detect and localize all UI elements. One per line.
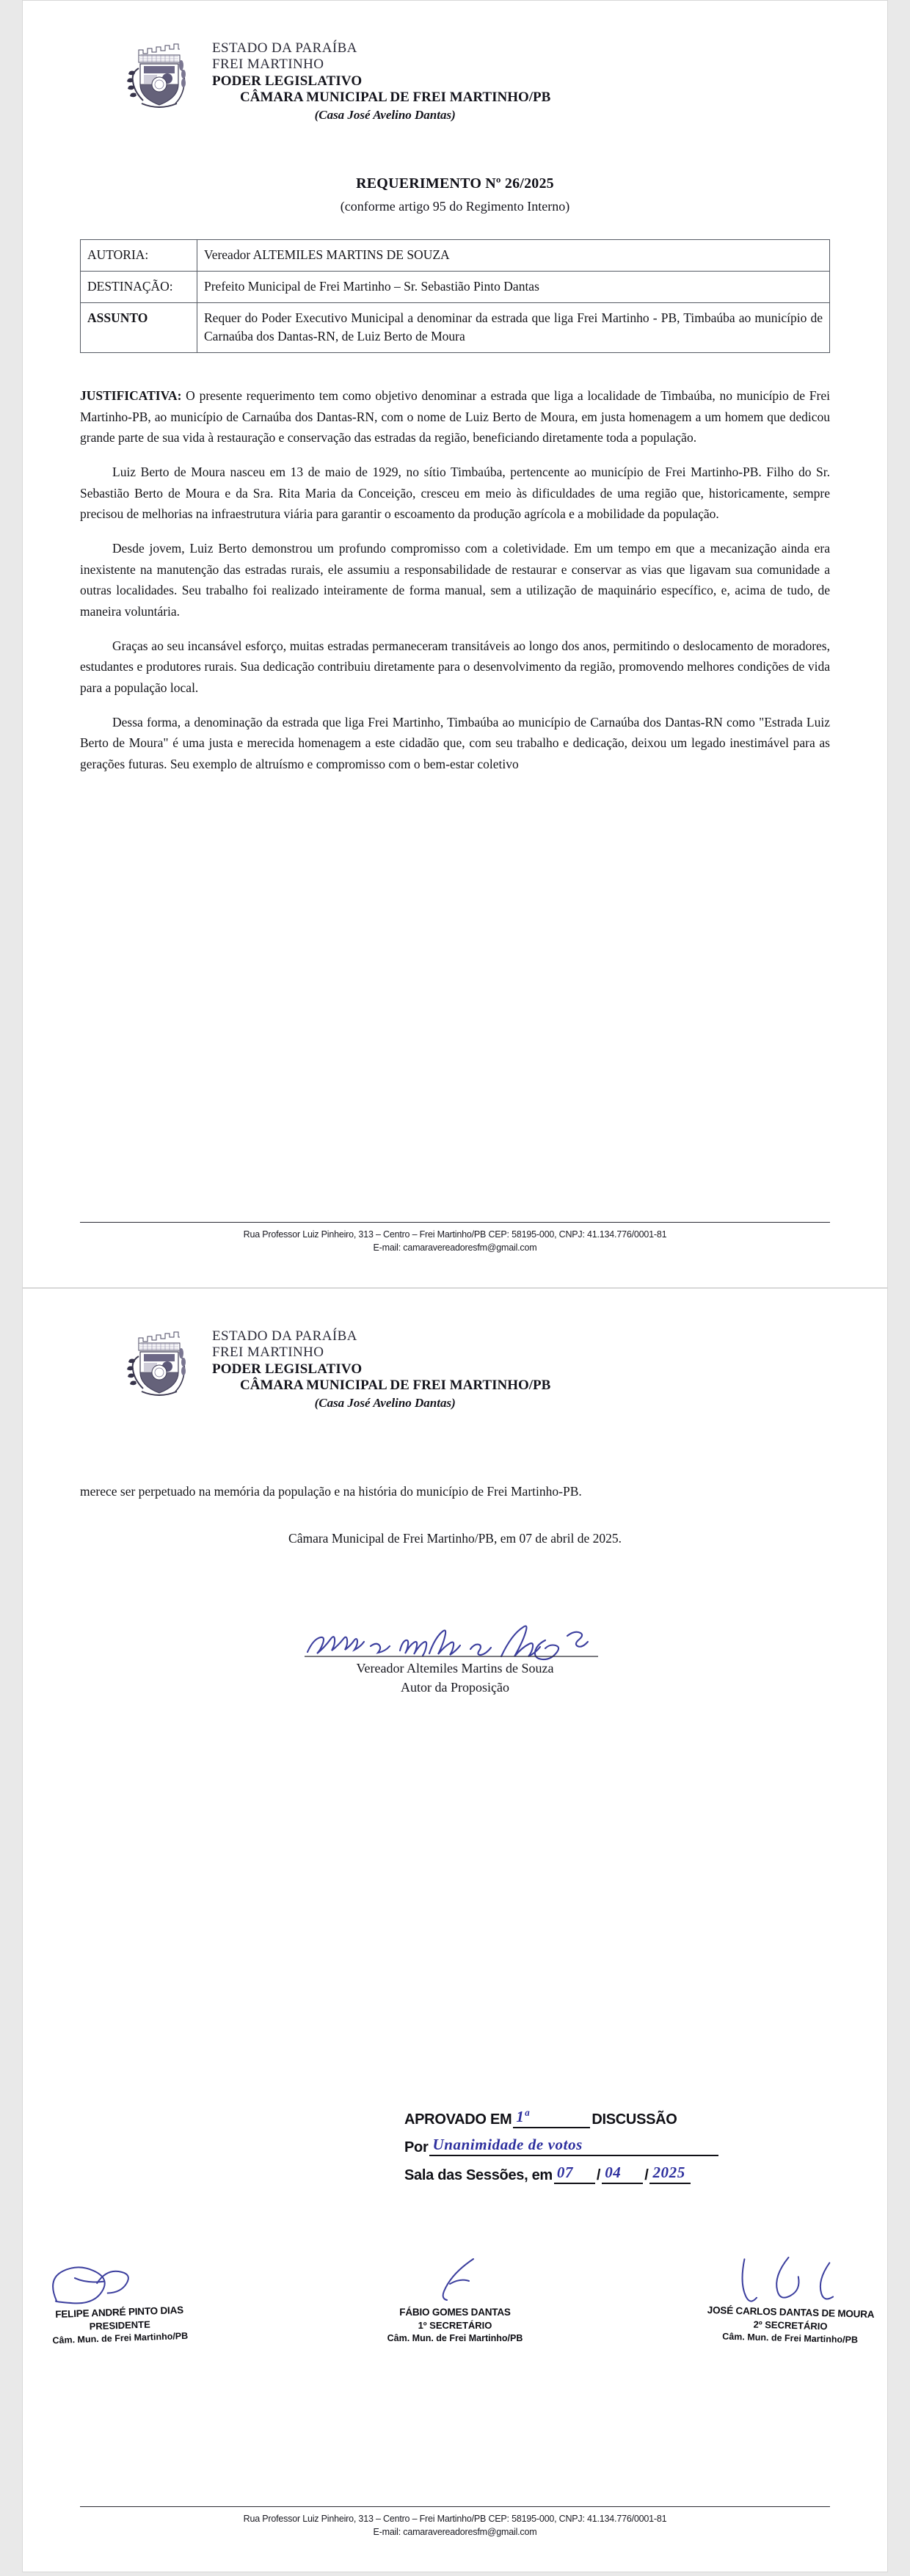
approval-label-session: Sala das Sessões, em [404,2167,553,2183]
approval-day-value: 07 [556,2164,574,2181]
approval-session-line [404,2166,720,2184]
page-footer [80,1222,830,1256]
place-date-text: Câmara Municipal de Frei Martinho/PB, em 07 de abril de 2025. [288,1531,622,1546]
signatory-role: 1º SECRETÁRIO [418,2320,492,2332]
handwritten-signature-icon [699,2252,884,2309]
letterhead-branch: PODER LEGISLATIVO [212,73,363,89]
paragraph-text: Desde jovem, Luiz Berto demonstrou um profundo compromisso com a coletividade. Em um tempo em que a mecanização ainda era inexistente na manutenção das estradas rurais, ele assumiu a responsabilidade de restaurar e conservar as vias que ligavam sua comunidade a outras localidades. Seu trabalho foi realizado inteiramente de forma manual, sem a utilização de maquinário específico, e, acima de tudo, de maneira voluntária. [80,541,830,619]
handwritten-signature-icon [363,2255,547,2306]
approval-label-by: Por [404,2139,429,2155]
footer-divider [80,1222,830,1223]
letterhead-chamber: CÂMARA MUNICIPAL DE FREI MARTINHO/PB [240,90,551,106]
meta-value-assunto: Requer do Poder Executivo Municipal a denominar da estrada que liga Frei Martinho - PB, Timbaúba ao município de Carnaúba dos Dantas-RN, de Luiz Berto de Moura [197,303,830,353]
approval-vote-field[interactable] [429,2136,718,2156]
approval-vote-value: Unanimidade de votos [432,2136,583,2153]
paragraph-text: Luiz Berto de Moura nasceu em 13 de maio de 1929, no sítio Timbaúba, pertencente ao município de Frei Martinho-PB. Filho do Sr. Sebastião Berto de Moura e da Sra. Rita Maria da Conceição, cresceu em meio às dificuldades de uma região que, historicamente, sempre precisou de melhorias na infraestrutura viária para garantir o escoamento da produção agrícola e a mobilidade da população. [80,465,830,522]
footer-divider [80,2506,830,2507]
letterhead-state: ESTADO DA PARAÍBA [212,1328,357,1344]
footer-address: Rua Professor Luiz Pinheiro, 313 – Centro – Frei Martinho/PB CEP: 58195-000, CNPJ: 41.134.776/0001-81 [243,1229,667,1240]
document-page-2 [22,1288,888,2572]
coat-of-arms-icon [125,1324,193,1400]
page-title: REQUERIMENTO Nº 26/2025 [356,175,554,192]
signatory-president [26,2252,212,2348]
letterhead-house-name: (Casa José Avelino Dantas) [314,1395,456,1410]
signatories-row [23,2255,887,2345]
justificativa-label: JUSTIFICATIVA: [80,388,182,404]
signatory-name: FÁBIO GOMES DANTAS [399,2307,511,2318]
handwritten-signature-icon [297,1620,613,1665]
signature-author-name: Vereador Altemiles Martins de Souza [356,1661,554,1676]
justification-body [80,385,830,774]
approval-day-field[interactable] [554,2166,595,2184]
paragraph-justificativa [80,385,830,448]
letterhead-branch: PODER LEGISLATIVO [212,1361,363,1377]
signatory-name: FELIPE ANDRÉ PINTO DIAS [55,2304,184,2321]
table-row [81,303,830,353]
paragraph-text: Graças ao seu incansável esforço, muitas estradas permaneceram transitáveis ao longo dos anos, permitindo o deslocamento de moradores, estudantes e produtores rurais. Sua dedicação contribuiu diretamente para o desenvolvimento da região, promovendo melhores condições de vida para a população local. [80,638,830,695]
signatory-role: PRESIDENTE [89,2318,151,2332]
footer-email: E-mail: camaravereadoresfm@gmail.com [373,2527,537,2538]
signatory-second-secretary [698,2252,884,2347]
author-signature-block [80,1620,830,1697]
continuation-body [80,1481,830,1546]
paragraph-text: Dessa forma, a denominação da estrada que liga Frei Martinho, Timbaúba ao município de Carnaúba dos Dantas-RN como "Estrada Luiz Berto de Moura" é uma justa e merecida homenagem a este cidadão que, com seu trabalho e dedicação, deixou um legado inestimável para as gerações futuras. Seu exemplo de altruísmo e compromisso com o bem-estar coletivo [80,714,830,771]
paragraph-continuation: merece ser perpetuado na memória da população e na história do município de Frei Martinho-PB. [80,1483,582,1499]
approval-label-discussion: DISCUSSÃO [592,2111,677,2128]
approval-month-value: 04 [605,2164,622,2181]
signatory-org: Câm. Mun. de Frei Martinho/PB [52,2330,189,2346]
approval-year-field[interactable] [649,2166,691,2184]
signature-author-role: Autor da Proposição [401,1679,509,1695]
approval-discussion-field[interactable] [513,2108,590,2128]
approval-label-approved: APROVADO EM [404,2111,512,2128]
letterhead-chamber: CÂMARA MUNICIPAL DE FREI MARTINHO/PB [240,1378,551,1394]
letterhead-city: FREI MARTINHO [212,1345,324,1361]
signatory-name: JOSÉ CARLOS DANTAS DE MOURA [707,2304,875,2320]
meta-label-autoria: AUTORIA: [81,239,197,271]
meta-label-assunto: ASSUNTO [81,303,197,353]
letterhead-house-name: (Casa José Avelino Dantas) [314,107,456,122]
signatory-first-secretary [363,2255,547,2345]
page-subtitle: (conforme artigo 95 do Regimento Interno) [340,198,570,214]
approval-vote-line [404,2136,720,2156]
approval-date-separator-2: / [644,2167,649,2183]
approval-month-field[interactable] [602,2166,643,2184]
coat-of-arms-icon [125,36,193,112]
approval-discussion-line [404,2108,720,2128]
approval-stamp [404,2108,720,2194]
approval-discussion-value: 1ª [516,2108,529,2125]
letterhead [80,1,830,123]
paragraph-text: O presente requerimento tem como objetivo denominar a estrada que liga a localidade de Timbaúba, no município de Frei Martinho-PB, ao município de Carnaúba dos Dantas-RN, com o nome de Luiz Berto de Moura, em justa homenagem a um homem que dedicou grande parte de sua vida à restauração e conservação das estradas da região, beneficiando diretamente toda a população. [80,388,830,445]
signatory-org: Câm. Mun. de Frei Martinho/PB [387,2332,523,2343]
letterhead [80,1289,830,1411]
footer-email: E-mail: camaravereadoresfm@gmail.com [373,1242,537,1254]
page-footer [80,2506,830,2540]
approval-date-separator-1: / [596,2167,601,2183]
meta-value-autoria: Vereador ALTEMILES MARTINS DE SOUZA [197,239,830,271]
table-row [81,271,830,302]
metadata-table [80,239,830,354]
handwritten-signature-icon [26,2252,211,2310]
approval-year-value: 2025 [652,2164,685,2181]
document-page-1 [22,0,888,1288]
meta-label-destinacao: DESTINAÇÃO: [81,271,197,302]
meta-value-destinacao: Prefeito Municipal de Frei Martinho – Sr. Sebastião Pinto Dantas [197,271,830,302]
footer-address: Rua Professor Luiz Pinheiro, 313 – Centro – Frei Martinho/PB CEP: 58195-000, CNPJ: 41.134.776/0001-81 [243,2513,667,2524]
place-and-date [80,1531,830,1546]
signatory-role: 2º SECRETÁRIO [753,2318,828,2332]
letterhead-city: FREI MARTINHO [212,57,324,73]
table-row [81,239,830,271]
signatory-org: Câm. Mun. de Frei Martinho/PB [722,2331,859,2346]
letterhead-state: ESTADO DA PARAÍBA [212,40,357,56]
